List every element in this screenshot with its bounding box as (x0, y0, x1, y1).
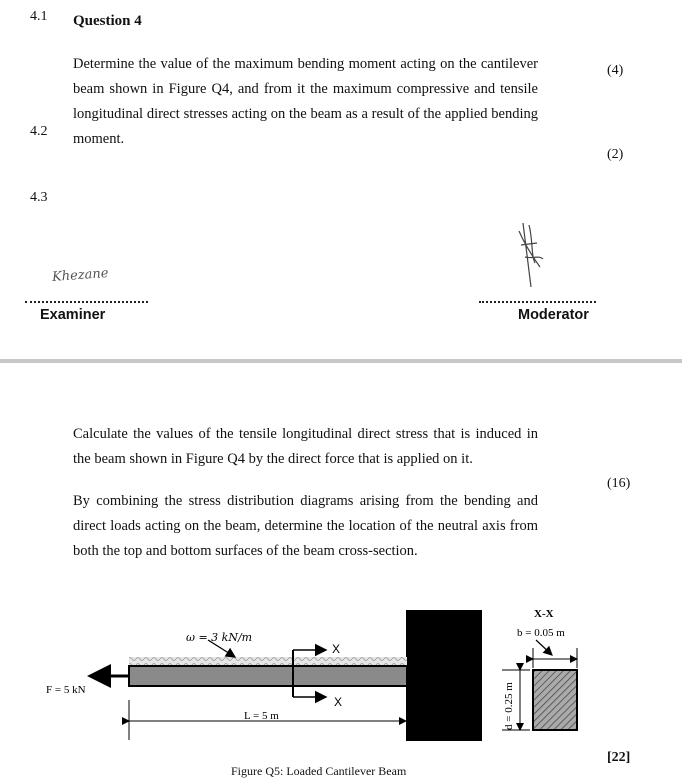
question-4-3-text: By combining the stress distribution diagrams arising from the bending and direct loads acting on the beam, determine the location of the neutral axis from both the top and bottom surfaces of the beam cross-section. (73, 493, 538, 559)
question-4-1-text: Determine the value of the maximum bending moment acting on the cantilever beam shown in Figure Q4, and from it the maximum compressive and tensile longitudinal direct stresses acting on the beam as a result of the applied bending moment. (73, 56, 538, 147)
load-label: ω = 3 kN/m (186, 631, 253, 644)
page-divider (0, 359, 682, 363)
total-marks: [22] (607, 750, 631, 765)
force-label: F = 5 kN (46, 684, 86, 696)
marks-4-1: (4) (607, 63, 624, 78)
figure-caption: Figure Q5: Loaded Cantilever Beam (231, 764, 407, 778)
question-4-2-text: Calculate the values of the tensile longitudinal direct stress that is induced in the beam shown in Figure Q4 by the direct force that is applied on it. (73, 426, 538, 467)
width-pointer (536, 640, 552, 655)
depth-label: d = 0.25 m (503, 682, 515, 730)
distributed-load (129, 657, 407, 666)
section-mark-top: X (332, 642, 341, 656)
cross-section-rectangle (533, 670, 577, 730)
section-mark-bottom: X (334, 695, 343, 709)
marks-4-2: (2) (607, 147, 624, 162)
examiner-signature-line (25, 301, 148, 303)
cantilever-beam-figure (0, 590, 682, 784)
examiner-signature: Khezane (51, 266, 109, 285)
question-number-4-3: 4.3 (30, 190, 48, 205)
moderator-label: Moderator (518, 307, 589, 323)
moderator-signature-line (479, 301, 596, 303)
question-title: Question 4 (73, 13, 142, 29)
length-label: L = 5 m (244, 710, 279, 722)
question-number-4-2: 4.2 (30, 124, 48, 139)
marks-4-3: (16) (607, 476, 631, 491)
question-number-4-1: 4.1 (30, 9, 48, 24)
examiner-label: Examiner (40, 307, 106, 323)
width-label: b = 0.05 m (517, 627, 565, 639)
fixed-support-wall (406, 610, 482, 741)
beam (129, 666, 407, 686)
section-title: X-X (534, 608, 554, 620)
moderator-signature (505, 215, 555, 295)
